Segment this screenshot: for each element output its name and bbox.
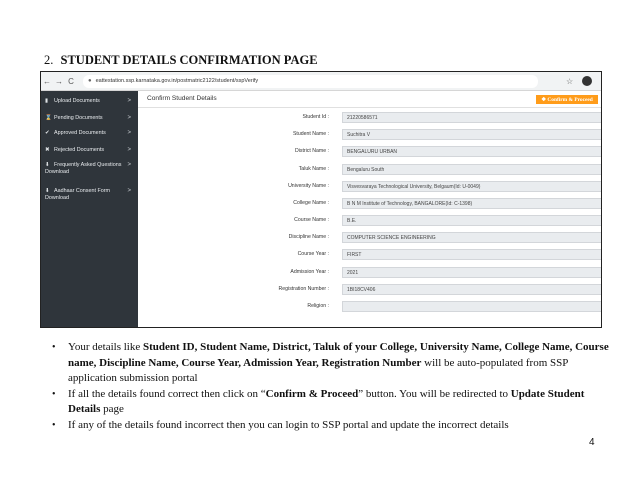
instruction-text: Your details like (68, 341, 143, 353)
page-number: 4 (589, 437, 595, 448)
sidebar-item-approved-documents[interactable] (41, 130, 138, 137)
field-value: COMPUTER SCIENCE ENGINEERING (342, 232, 602, 243)
sidebar-item-label: Frequently Asked Questions (54, 162, 122, 168)
sidebar-item-label-group (45, 188, 134, 202)
reload-icon[interactable]: C (68, 76, 74, 86)
bullet-dot: • (52, 342, 56, 353)
instruction-item (52, 387, 612, 418)
screenshot-frame (40, 71, 602, 328)
chevron-right-icon: > (127, 162, 131, 168)
field-label: Course Name : (294, 217, 329, 223)
field-label: Admission Year : (290, 269, 329, 275)
field-value: FIRST (342, 249, 602, 260)
field-label: University Name : (288, 183, 329, 189)
field-row-student-name (138, 129, 601, 141)
field-label: Taluk Name : (298, 166, 329, 172)
field-row-admission-year (138, 267, 601, 279)
instruction-text: If any of the details found incorrect then you can login to SSP portal and update the incorrect details (68, 418, 509, 431)
instruction-bold-text: Update Student Details (68, 387, 585, 415)
star-icon[interactable]: ☆ (566, 76, 574, 86)
back-icon[interactable]: ← (43, 76, 51, 86)
field-label: Course Year : (297, 251, 329, 257)
field-label: College Name : (293, 200, 329, 206)
sidebar (41, 91, 138, 328)
section-number: 2. (44, 53, 54, 67)
field-label: Discipline Name : (288, 234, 329, 240)
lock-icon: ● (88, 78, 92, 84)
field-row-discipline-name (138, 232, 601, 244)
instruction-item (52, 418, 612, 434)
sidebar-item-sublabel: Download (45, 169, 69, 175)
chevron-right-icon: > (127, 130, 131, 136)
instruction-bold-text: Confirm & Proceed (265, 387, 359, 400)
field-label: Registration Number : (278, 286, 329, 292)
field-value: BENGALURU URBAN (342, 146, 602, 157)
sidebar-item-aadhaar-consent-download[interactable] (41, 188, 138, 202)
field-row-university-name (138, 181, 601, 193)
field-row-college-name (138, 198, 601, 210)
sidebar-item-sublabel: Download (45, 195, 69, 201)
field-row-student-id (138, 112, 601, 124)
field-label: District Name : (294, 148, 329, 154)
field-row-district-name (138, 146, 601, 158)
field-row-course-name (138, 215, 601, 227)
hourglass-icon: ⌛ (45, 115, 52, 121)
main-panel (138, 91, 601, 328)
confirm-proceed-button[interactable]: ❖ Confirm & Proceed (536, 95, 598, 104)
instruction-text: ” button. You will be redirected to (358, 387, 511, 400)
chevron-right-icon: > (127, 147, 131, 153)
instruction-text: If all the details found correct then click on “ (68, 387, 266, 400)
field-value: B N M Institute of Technology, BANGALORE(Id: C-1398) (342, 198, 602, 209)
cross-icon: ✖ (45, 147, 50, 153)
sidebar-item-label: Pending Documents (54, 115, 103, 121)
instruction-item (52, 340, 612, 387)
field-value: 1BI18CV406 (342, 284, 602, 295)
bullet-dot: • (52, 419, 56, 431)
field-row-religion (138, 301, 601, 313)
download-icon: ⬇ (45, 188, 50, 194)
page-title: Confirm Student Details (147, 95, 217, 102)
sidebar-item-label: Approved Documents (54, 130, 106, 136)
document-icon: ▮ (45, 98, 49, 104)
download-icon: ⬇ (45, 162, 50, 168)
section-title: STUDENT DETAILS CONFIRMATION PAGE (60, 53, 318, 67)
field-row-course-year (138, 249, 601, 261)
profile-avatar[interactable] (582, 76, 592, 86)
field-value: Bengaluru South (342, 164, 602, 175)
sidebar-item-upload-documents[interactable] (41, 98, 138, 105)
sidebar-item-pending-documents[interactable] (41, 115, 138, 122)
bullet-dot: • (52, 388, 56, 400)
chevron-right-icon: > (127, 98, 131, 104)
section-heading (44, 53, 318, 68)
field-row-taluk-name (138, 164, 601, 176)
sidebar-item-rejected-documents[interactable] (41, 147, 138, 154)
url-text: eattestation.ssp.karnataka.gov.in/postmatric2122/student/sspVerify (95, 78, 259, 84)
instruction-list (52, 340, 612, 433)
field-value: 21220586571 (342, 112, 602, 123)
field-value (342, 301, 602, 312)
field-value: Suchitra V (342, 129, 602, 140)
field-label: Student Id : (302, 114, 329, 120)
sidebar-item-label: Rejected Documents (54, 147, 105, 153)
chevron-right-icon: > (127, 188, 131, 194)
field-row-registration-number (138, 284, 601, 296)
field-label: Religion : (307, 303, 329, 309)
field-value: B.E. (342, 215, 602, 226)
sidebar-item-faq-download[interactable] (41, 162, 138, 176)
chevron-right-icon: > (127, 115, 131, 121)
address-bar[interactable] (83, 75, 538, 88)
browser-toolbar (41, 72, 601, 91)
field-value: 2021 (342, 267, 602, 278)
instruction-text: will be auto-populated from SSP application submission portal (68, 356, 568, 384)
forward-icon[interactable]: → (55, 76, 63, 86)
sidebar-item-label: Aadhaar Consent Form (54, 188, 111, 194)
field-label: Student Name : (292, 131, 329, 137)
sidebar-item-label: Upload Documents (54, 98, 100, 104)
sidebar-item-label-group (45, 162, 134, 176)
check-icon: ✔ (45, 130, 50, 136)
instruction-text: page (100, 403, 124, 415)
main-header (138, 91, 601, 108)
field-value: Visvesvaraya Technological University, Belgaum(Id: U-0049) (342, 181, 602, 192)
instruction-bold-text: Student ID, Student Name, District, Taluk of your College, University Name, College Name, Course name, Discipline Name, Course Year, Admission Year, Registration Number (68, 341, 609, 369)
